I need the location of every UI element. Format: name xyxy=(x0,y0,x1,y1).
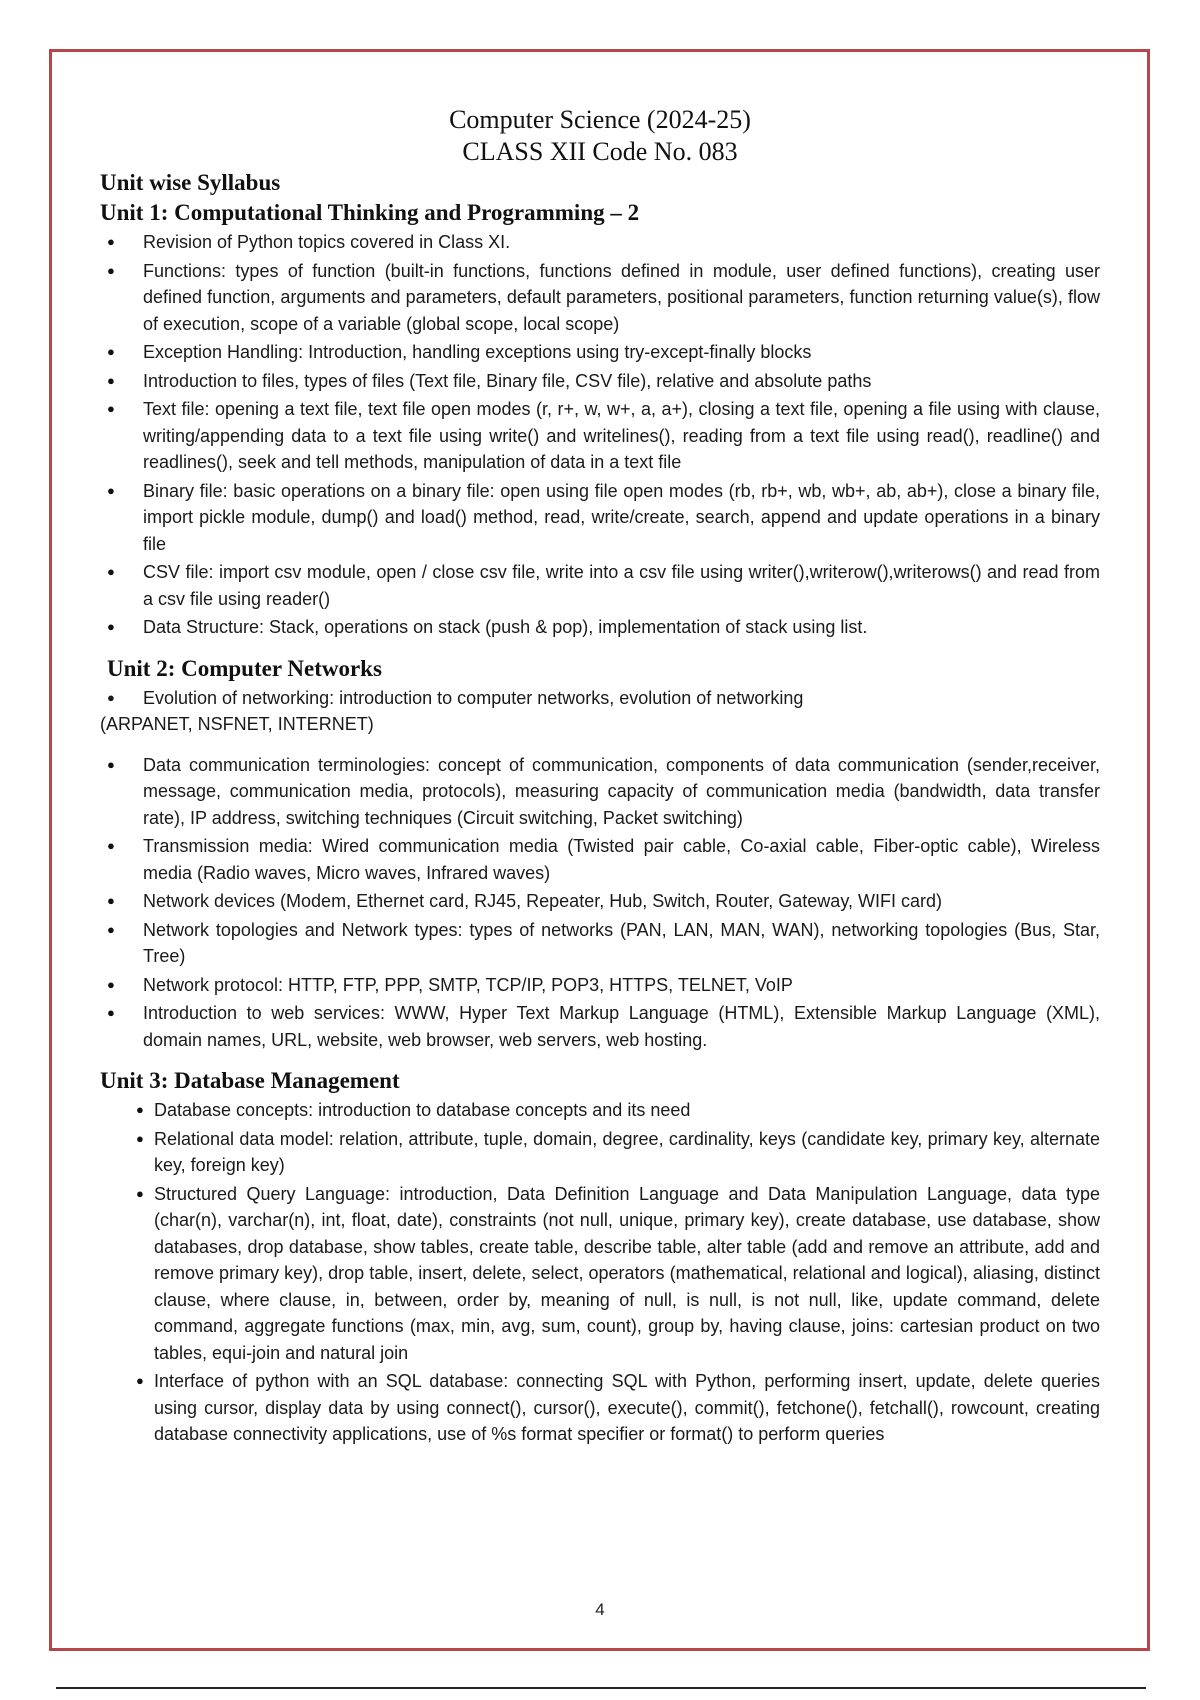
list-item: ● Text file: opening a text file, text file open modes (r, r+, w, w+, a, a+), closing a text file, opening a file using with clause, writing/appending data to a text file using write() and writelines(), reading from a text file using read(), readline() and readlines(), seek and tell methods, manipulation of data in a text file xyxy=(100,396,1100,476)
list-item: ● Interface of python with an SQL database: connecting SQL with Python, performing insert, update, delete queries using cursor, display data by using connect(), cursor(), execute(), commit(), fetchone(), fetchall(), rowcount, creating database connectivity applications, use of %s format specifier or format() to perform queries xyxy=(100,1368,1100,1448)
bottom-rule xyxy=(56,1687,1146,1689)
syllabus-content xyxy=(100,104,1100,1448)
unit2-heading: Unit 2: Computer Networks xyxy=(107,655,382,681)
list-item: ● Revision of Python topics covered in Class XI. xyxy=(100,229,1100,256)
list-item: ● Network protocol: HTTP, FTP, PPP, SMTP, TCP/IP, POP3, HTTPS, TELNET, VoIP xyxy=(100,972,1100,999)
list-item: ● Network devices (Modem, Ethernet card, RJ45, Repeater, Hub, Switch, Router, Gateway, WIFI card) xyxy=(100,888,1100,915)
syllabus-heading: Unit wise Syllabus xyxy=(100,170,281,195)
unit1-list xyxy=(100,229,1100,641)
unit1-heading: Unit 1: Computational Thinking and Programming – 2 xyxy=(100,200,640,225)
list-item: ● Transmission media: Wired communication media (Twisted pair cable, Co-axial cable, Fiber-optic cable), Wireless media (Radio waves, Micro waves, Infrared waves) xyxy=(100,833,1100,886)
list-item: ● Data communication terminologies: concept of communication, components of data communication (sender,receiver, message, communication media, protocols), measuring capacity of communication media (bandwidth, data transfer rate), IP address, switching techniques (Circuit switching, Packet switching) xyxy=(100,752,1100,832)
unit2-list xyxy=(100,752,1100,1054)
list-item-text: Evolution of networking: introduction to computer networks, evolution of networking xyxy=(143,687,804,708)
list-item: ● Binary file: basic operations on a binary file: open using file open modes (rb, rb+, wb, wb+, ab, ab+), close a binary file, import pickle module, dump() and load() method, read, write/create, search, append and update operations in a binary file xyxy=(100,478,1100,558)
list-item-continuation: (ARPANET, NSFNET, INTERNET) xyxy=(100,714,374,734)
list-item: ● Introduction to files, types of files (Text file, Binary file, CSV file), relative and absolute paths xyxy=(100,368,1100,395)
list-item: ● Exception Handling: Introduction, handling exceptions using try-except-finally blocks xyxy=(100,339,1100,366)
document-subtitle: CLASS XII Code No. 083 xyxy=(462,137,738,166)
list-item: ● Introduction to web services: WWW, Hyper Text Markup Language (HTML), Extensible Markup Language (XML), domain names, URL, website, web browser, web servers, web hosting. xyxy=(100,1000,1100,1053)
list-item: ● CSV file: import csv module, open / close csv file, write into a csv file using writer(),writerow(),writerows() and read from a csv file using reader() xyxy=(100,559,1100,612)
unit3-heading: Unit 3: Database Management xyxy=(100,1068,400,1093)
unit3-list xyxy=(100,1097,1100,1448)
list-item: ● Structured Query Language: introduction, Data Definition Language and Data Manipulation Language, data type (char(n), varchar(n), int, float, date), constraints (not null, unique, primary key), create database, use database, show databases, drop database, show tables, create table, describe table, alter table (add and remove an attribute, add and remove primary key), drop table, insert, delete, select, operators (mathematical, relational and logical), aliasing, distinct clause, where clause, in, between, order by, meaning of null, is null, is not null, like, update command, delete command, aggregate functions (max, min, avg, sum, count), group by, having clause, joins: cartesian product on two tables, equi-join and natural join xyxy=(100,1181,1100,1367)
list-item xyxy=(100,685,1100,738)
list-item: ● Data Structure: Stack, operations on stack (push & pop), implementation of stack using list. xyxy=(100,614,1100,641)
list-item: ● Network topologies and Network types: types of networks (PAN, LAN, MAN, WAN), networking topologies (Bus, Star, Tree) xyxy=(100,917,1100,970)
page-number: 4 xyxy=(595,1600,605,1619)
list-item: ● Relational data model: relation, attribute, tuple, domain, degree, cardinality, keys (candidate key, primary key, alternate key, foreign key) xyxy=(100,1126,1100,1179)
list-item: ● Functions: types of function (built-in functions, functions defined in module, user defined functions), creating user defined function, arguments and parameters, default parameters, positional parameters, function returning value(s), flow of execution, scope of a variable (global scope, local scope) xyxy=(100,258,1100,338)
bullet-icon: ● xyxy=(107,689,115,705)
list-item: ● Database concepts: introduction to database concepts and its need xyxy=(100,1097,1100,1124)
document-title: Computer Science (2024-25) xyxy=(449,105,751,134)
